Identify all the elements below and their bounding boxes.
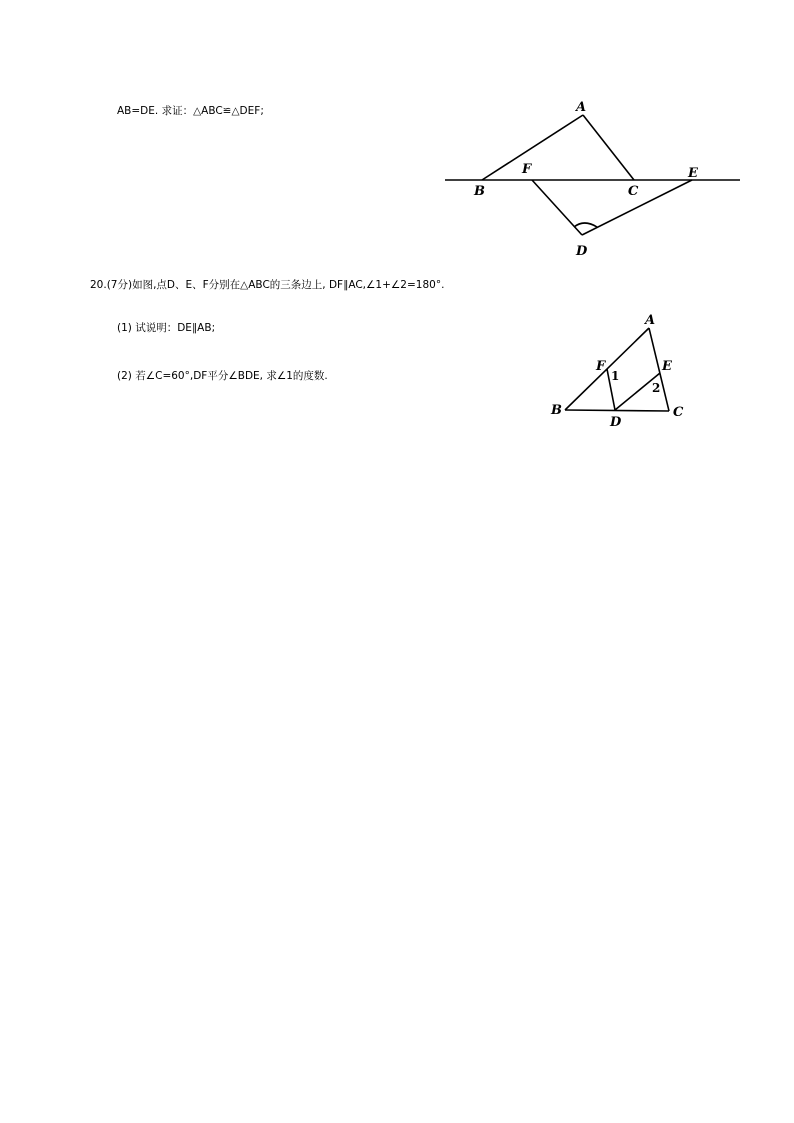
problem-20-stem: 20.(7分)如图,点D、E、F分别在△ABC的三条边上, DF∥AC,∠1+∠2=180°. [90,279,445,291]
label-c: C [628,184,639,199]
label-a: A [645,313,656,328]
label-e: E [662,359,672,374]
label-f: F [522,162,532,177]
angle-2-label: 2 [652,381,661,395]
figure-triangles-abc-def [440,95,745,265]
angle-arc-d [574,223,597,227]
label-f: F [596,359,606,374]
problem-20-part-1: (1) 试说明：DE∥AB; [117,322,216,334]
problem-20-part-2: (2) 若∠C=60°,DF平分∠BDE, 求∠1的度数. [117,370,328,382]
label-b: B [551,403,562,418]
problem-19-text: AB=DE. 求证：△ABC≌△DEF; [117,105,264,117]
label-d: D [576,244,588,259]
segment-ac [583,115,634,180]
label-b: B [474,184,485,199]
label-c: C [673,405,684,420]
label-a: A [576,100,587,115]
side-bc [565,410,669,411]
label-d: D [610,415,622,430]
label-e: E [688,166,698,181]
segment-ab [482,115,583,180]
angle-1-label: 1 [611,369,620,383]
figure-triangle-abc-def-inside [545,310,695,430]
